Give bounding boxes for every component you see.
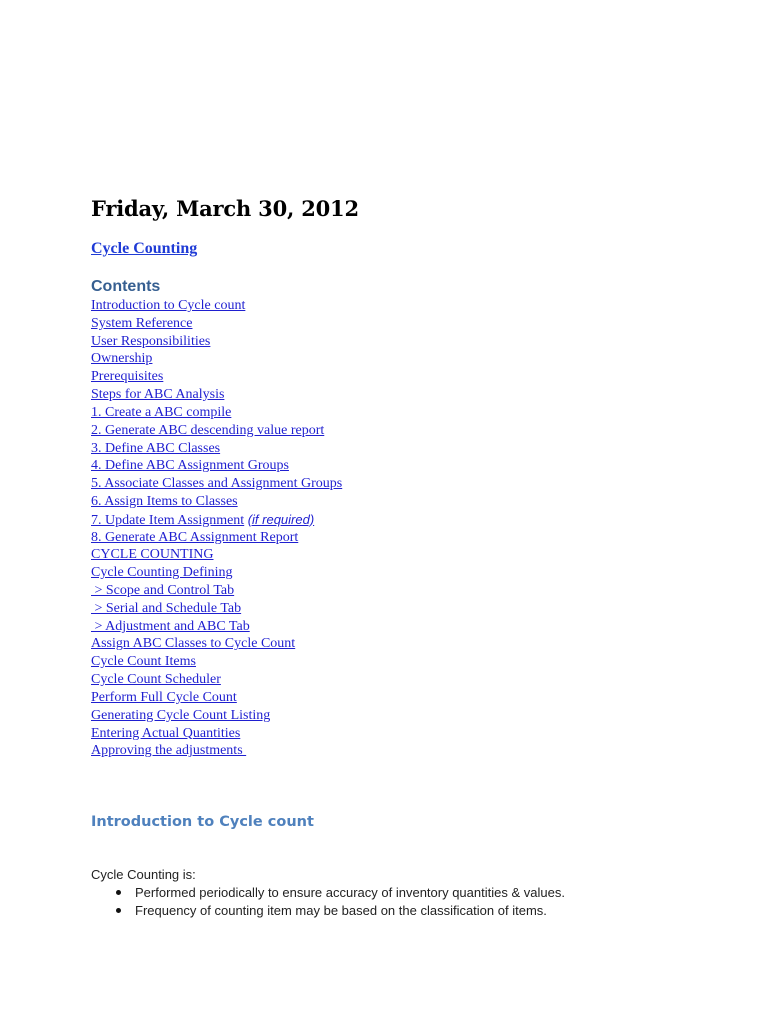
toc-item	[91, 742, 342, 760]
bullet-dot-icon	[116, 890, 121, 895]
contents-heading: Contents	[91, 278, 161, 295]
toc-item	[91, 529, 342, 547]
toc-link[interactable]: Assign ABC Classes to Cycle Count	[91, 636, 296, 652]
toc-link[interactable]: Ownership	[91, 351, 153, 367]
toc-item	[91, 582, 342, 600]
toc-item	[91, 440, 342, 458]
toc-link[interactable]: System Reference	[91, 315, 193, 331]
toc-link[interactable]: > Scope and Control Tab	[91, 583, 235, 598]
bullet-item	[91, 902, 565, 920]
toc-link[interactable]: > Serial and Schedule Tab	[91, 600, 242, 616]
toc-link[interactable]: 8. Generate ABC Assignment Report	[91, 529, 299, 545]
intro-bullet-list	[91, 884, 565, 920]
toc-item	[91, 653, 342, 671]
toc-link[interactable]: Entering Actual Quantities	[91, 725, 241, 741]
toc-link[interactable]: > Adjustment and ABC Tab	[91, 618, 250, 634]
toc-link[interactable]: CYCLE COUNTING	[91, 547, 214, 563]
toc-link[interactable]: Perform Full Cycle Count	[91, 689, 237, 705]
toc-item	[91, 333, 342, 351]
toc-item-note: (if required)	[247, 511, 315, 527]
toc-item	[91, 475, 342, 493]
toc-link[interactable]: Steps for ABC Analysis	[91, 387, 225, 403]
toc-item	[91, 618, 342, 636]
toc-link[interactable]: Generating Cycle Count Listing	[91, 707, 271, 723]
post-title-link[interactable]: Cycle Counting	[91, 240, 198, 257]
toc-item	[91, 600, 342, 618]
toc-link[interactable]: User Responsibilities	[91, 333, 211, 349]
section-heading-introduction: Introduction to Cycle count	[91, 814, 314, 830]
toc-item	[91, 511, 342, 529]
toc-item	[91, 386, 342, 404]
bullet-item	[91, 884, 565, 902]
toc-link[interactable]: Introduction to Cycle count	[91, 298, 246, 313]
toc-item	[91, 689, 342, 707]
toc-link[interactable]: 2. Generate ABC descending value report	[91, 422, 325, 438]
toc-link[interactable]: Cycle Counting Defining	[91, 565, 233, 581]
bullet-dot-icon	[116, 908, 121, 913]
toc-item	[91, 493, 342, 511]
toc-item	[91, 671, 342, 689]
toc-link[interactable]: 3. Define ABC Classes	[91, 440, 221, 456]
toc-link[interactable]: 4. Define ABC Assignment Groups	[91, 458, 289, 474]
toc-item	[91, 297, 342, 315]
toc-link[interactable]: 5. Associate Classes and Assignment Groups	[91, 476, 343, 492]
toc-link[interactable]: 7. Update Item Assignment	[91, 512, 245, 528]
table-of-contents	[91, 297, 342, 760]
toc-link[interactable]: Cycle Count Scheduler	[91, 672, 221, 688]
toc-item	[91, 564, 342, 582]
toc-item	[91, 315, 342, 333]
toc-item	[91, 546, 342, 564]
toc-link[interactable]: 1. Create a ABC compile	[91, 404, 232, 420]
toc-item	[91, 707, 342, 725]
toc-item	[91, 350, 342, 368]
toc-item	[91, 422, 342, 440]
bullet-text: Frequency of counting item may be based on the classification of items.	[135, 903, 547, 918]
toc-item	[91, 635, 342, 653]
toc-link[interactable]: Prerequisites	[91, 369, 164, 385]
toc-item	[91, 457, 342, 475]
toc-link[interactable]: 6. Assign Items to Classes	[91, 493, 238, 509]
toc-item	[91, 725, 342, 743]
bullet-text: Performed periodically to ensure accuracy of inventory quantities & values.	[135, 885, 565, 900]
post-date-heading: Friday, March 30, 2012	[91, 196, 359, 221]
toc-link[interactable]: Approving the adjustments	[91, 743, 247, 759]
intro-lead-text: Cycle Counting is:	[91, 867, 196, 882]
toc-item	[91, 368, 342, 386]
toc-link[interactable]: Cycle Count Items	[91, 654, 196, 670]
toc-item	[91, 404, 342, 422]
